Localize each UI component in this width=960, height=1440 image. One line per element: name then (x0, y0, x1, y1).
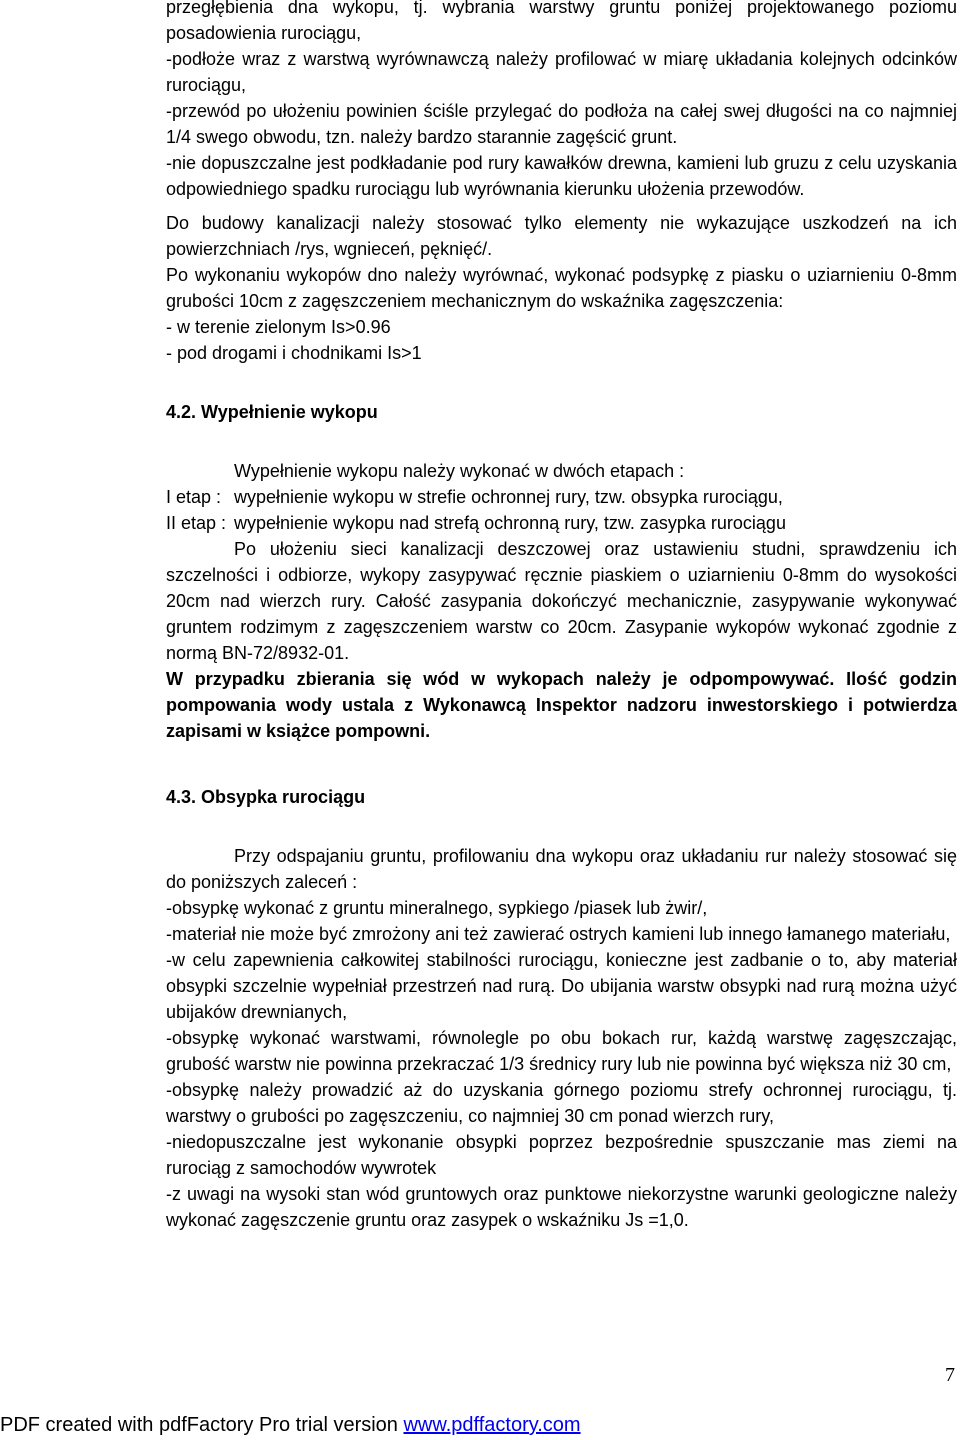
list-item: -obsypkę wykonać z gruntu mineralnego, sypkiego /piasek lub żwir/, (166, 898, 708, 918)
paragraph: Do budowy kanalizacji należy stosować tylko elementy nie wykazujące uszkodzeń na ich powierzchniach /rys, wgnieceń, pęknięć/. (166, 213, 957, 259)
paragraph: Przy odspajaniu gruntu, profilowaniu dna wykopu oraz układaniu rur należy stosować się do poniższych zaleceń : (166, 846, 957, 892)
footer-text: PDF created with pdfFactory Pro trial version (0, 1414, 404, 1436)
paragraph: -przewód po ułożeniu powinien ściśle przylegać do podłoża na całej swej długości na co najmniej 1/4 swego obwodu, tzn. należy bardzo starannie zagęścić grunt. (166, 101, 957, 147)
section-heading: 4.2. Wypełnienie wykopu (166, 402, 378, 422)
document-page (166, 0, 957, 1233)
etap-row (166, 510, 957, 536)
pdf-footer (0, 1412, 581, 1438)
paragraph: Wypełnienie wykopu należy wykonać w dwóch etapach : (234, 461, 685, 481)
page-number: 7 (945, 1364, 955, 1386)
bold-paragraph: W przypadku zbierania się wód w wykopach należy je odpompowywać. Ilość godzin pompowania wody ustala z Wykonawcą Inspektor nadzoru inwestorskiego i potwierdza zapisami w książce pompowni. (166, 669, 957, 741)
list-item: -obsypkę należy prowadzić aż do uzyskania górnego poziomu strefy ochronnej rurociągu, tj. warstwy o grubości po zagęszczeniu, co najmniej 30 cm ponad wierzch rury, (166, 1080, 957, 1126)
etap-text: wypełnienie wykopu nad strefą ochronną rury, tzw. zasypka rurociągu (234, 513, 786, 533)
paragraph: Po wykonaniu wykopów dno należy wyrównać, wykonać podsypkę z piasku o uziarnieniu 0-8mm grubości 10cm z zagęszczeniem mechanicznym do wskaźnika zagęszczenia: (166, 265, 957, 311)
list-item: -w celu zapewnienia całkowitej stabilności rurociągu, konieczne jest zadbanie o to, aby materiał obsypki szczelnie wypełniał przestrzeń nad rurą. Do ubijania warstw obsypki nad rurą można użyć ubijaków drewnianych, (166, 950, 957, 1022)
section-heading: 4.3. Obsypka rurociągu (166, 787, 366, 807)
paragraph: Po ułożeniu sieci kanalizacji deszczowej oraz ustawieniu studni, sprawdzeniu ich szczelności i odbiorze, wykopy zasypywać ręcznie piaskiem o uziarnieniu 0-8mm do wysokości 20cm nad wierzch rury. Całość zasypania dokończyć mechanicznie, zasypywanie wykonywać gruntem rodzimym z zagęszczeniem warstw co 20cm. Zasypanie wykopów wykonać zgodnie z normą BN-72/8932-01. (166, 539, 957, 663)
list-item: -materiał nie może być zmrożony ani też zawierać ostrych kamieni lub innego łamanego materiału, (166, 924, 951, 944)
list-item: -z uwagi na wysoki stan wód gruntowych oraz punktowe niekorzystne warunki geologiczne należy wykonać zagęszczenie gruntu oraz zasypek o wskaźniku Js =1,0. (166, 1184, 957, 1230)
etap-label: I etap : (166, 487, 222, 507)
paragraph: -nie dopuszczalne jest podkładanie pod rury kawałków drewna, kamieni lub gruzu z celu uzyskania odpowiedniego spadku rurociągu lub wyrównania kierunku ułożenia przewodów. (166, 153, 957, 199)
etap-text: wypełnienie wykopu w strefie ochronnej rury, tzw. obsypka rurociągu, (234, 487, 783, 507)
paragraph: - w terenie zielonym Is>0.96 (166, 317, 391, 337)
etap-label: II etap : (166, 513, 227, 533)
etap-row (166, 484, 957, 510)
list-item: -niedopuszczalne jest wykonanie obsypki poprzez bezpośrednie spuszczanie mas ziemi na rurociąg z samochodów wywrotek (166, 1132, 957, 1178)
paragraph: -podłoże wraz z warstwą wyrównawczą należy profilować w miarę układania kolejnych odcinków rurociągu, (166, 49, 957, 95)
footer-link[interactable]: www.pdffactory.com (403, 1414, 581, 1436)
paragraph: przegłębienia dna wykopu, tj. wybrania warstwy gruntu poniżej projektowanego poziomu posadowienia rurociągu, (166, 0, 957, 43)
list-item: -obsypkę wykonać warstwami, równolegle po obu bokach rur, każdą warstwę zagęszczając, grubość warstw nie powinna przekraczać 1/3 średnicy rury lub nie powinna być większa niż 30 cm, (166, 1028, 957, 1074)
paragraph: - pod drogami i chodnikami Is>1 (166, 343, 422, 363)
